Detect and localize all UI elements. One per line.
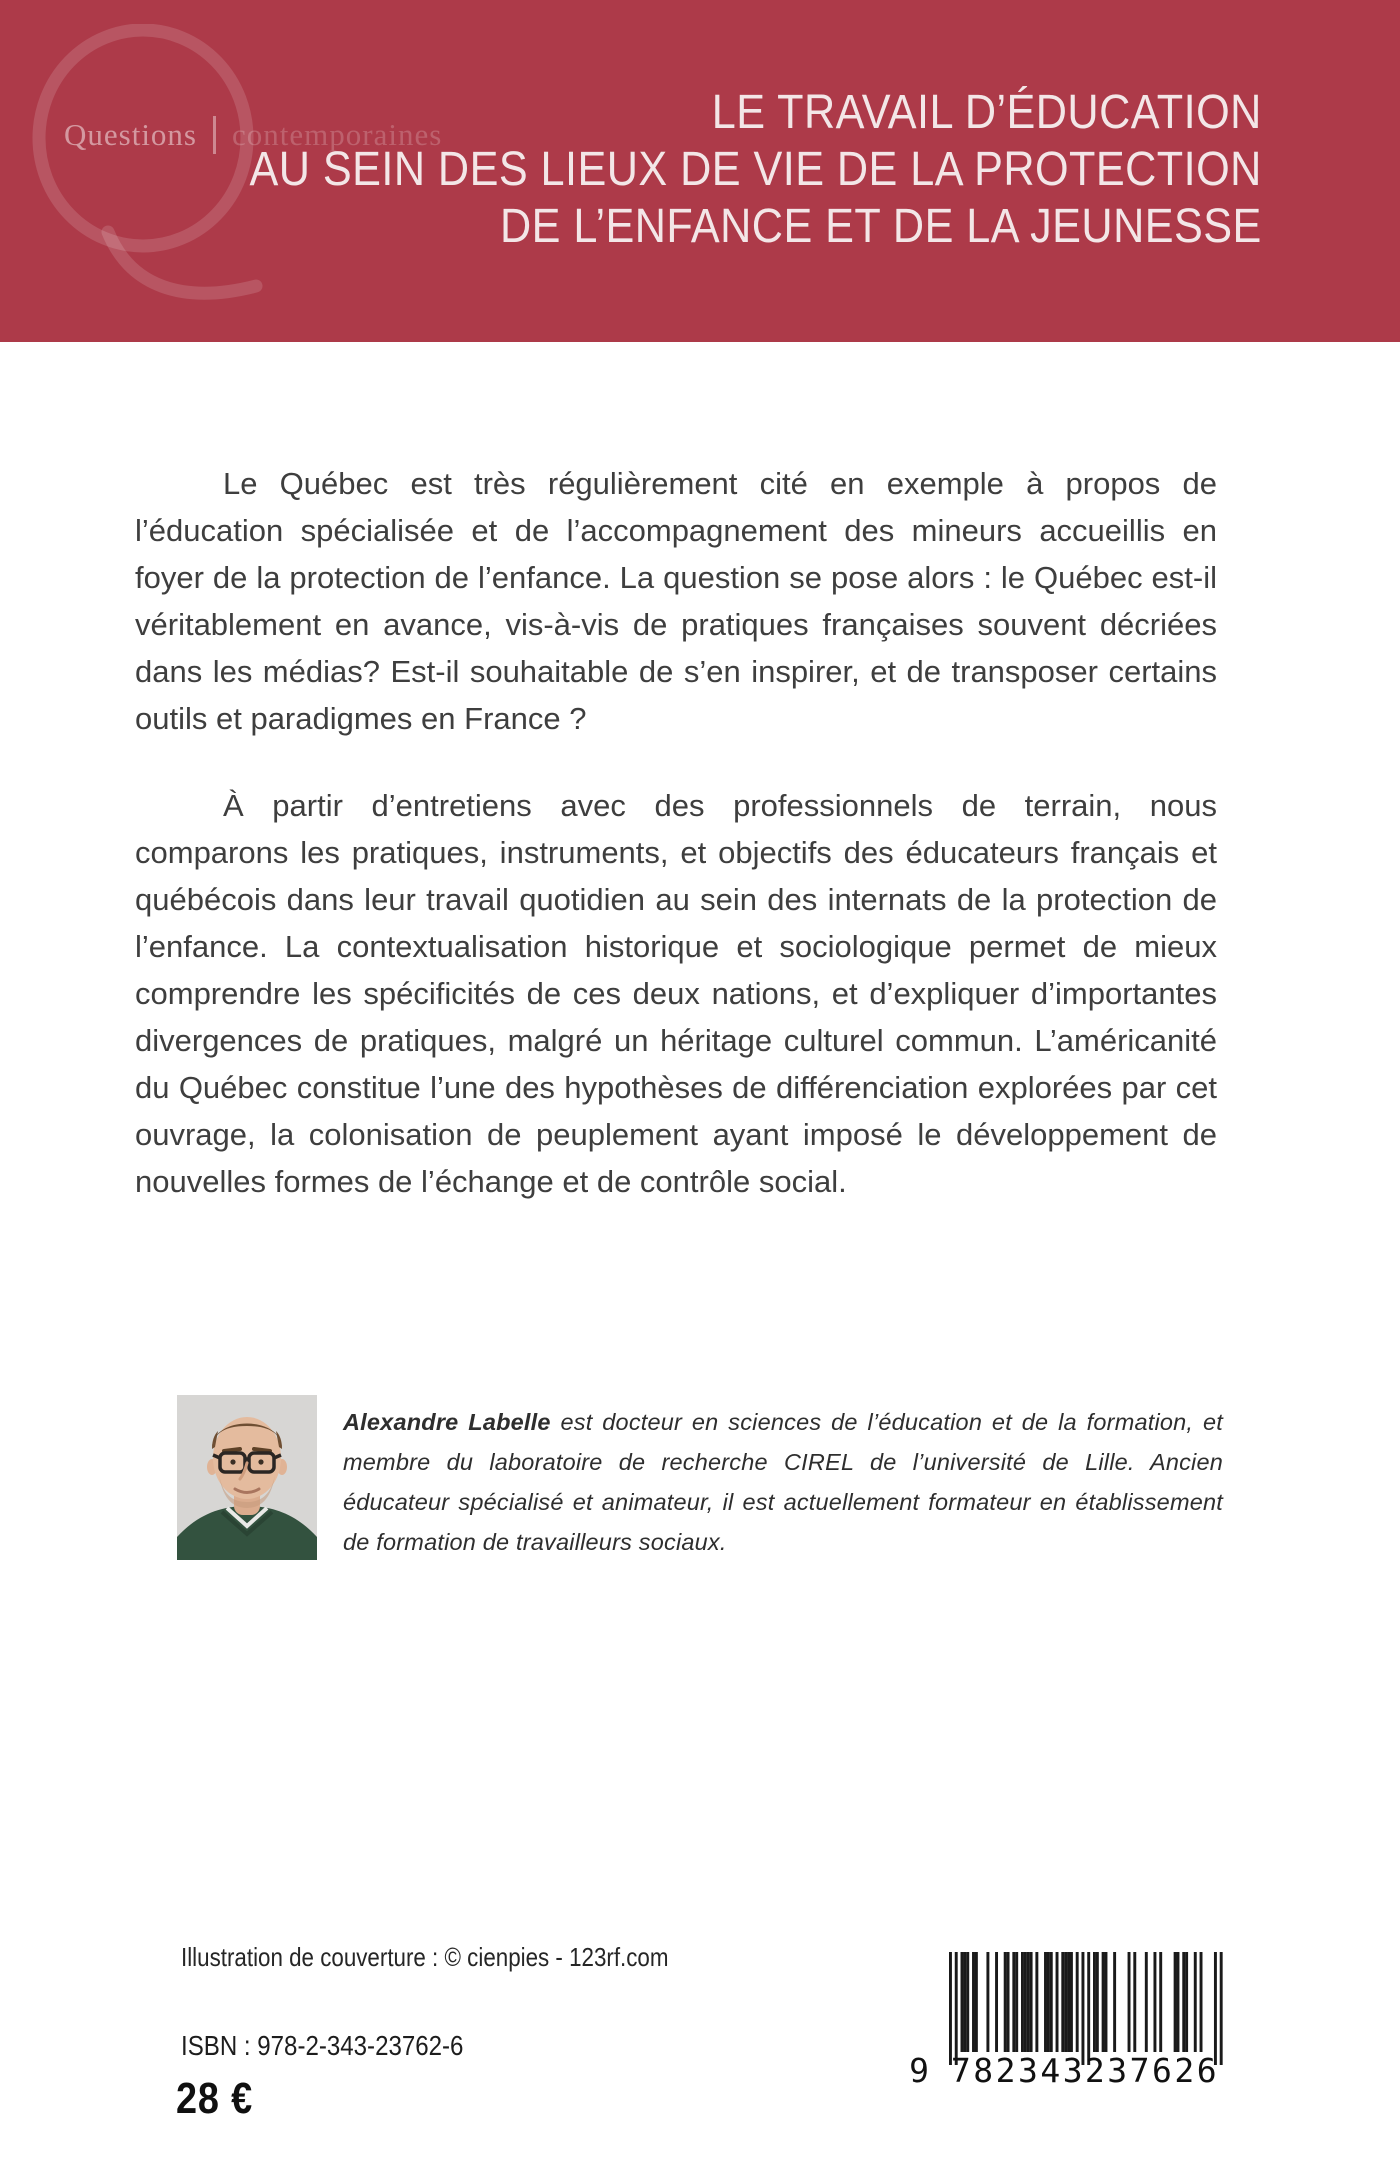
svg-text:9: 9 bbox=[909, 2051, 929, 2086]
synopsis-paragraph-2: À partir d’entretiens avec des professionnels de terrain, nous comparons les pratiques, instruments, et objectifs des éducateurs français et québécois dans leur travail quotidien au sein des internats de la protection de l’enfance. La contextualisation historique et sociologique permet de mieux comprendre les spécificités de ces deux nations, et d’expliquer d’importantes divergences de pratiques, malgré un héritage culturel commun. L’américanité du Québec constitue l’une des hypothèses de différenciation explorées par cet ouvrage, la colonisation de peuplement ayant imposé le développement de nouvelles formes de l’échange et de contrôle social. bbox=[135, 788, 1217, 1199]
author-bio-text: est docteur en sciences de l’éducation et de la formation, et membre du laboratoire de recherche CIREL de l’université de Lille. Ancien éducateur spécialisé et animateur, il est actuellement formateur en établissement de formation de travailleurs sociaux. bbox=[343, 1409, 1223, 1555]
barcode bbox=[905, 1946, 1235, 2086]
svg-text:237626: 237626 bbox=[1084, 2051, 1220, 2086]
book-title bbox=[137, 84, 1262, 255]
author-name: Alexandre Labelle bbox=[343, 1409, 551, 1435]
collection-name-left: Questions bbox=[64, 117, 197, 152]
author-photo bbox=[177, 1395, 317, 1560]
header-band bbox=[0, 0, 1400, 342]
book-title-line-3: DE L’ENFANCE ET DE LA JEUNESSE bbox=[500, 200, 1262, 253]
synopsis bbox=[135, 460, 1217, 1245]
barcode-bars bbox=[949, 1952, 1223, 2065]
collection-name-right: contemporaines bbox=[232, 117, 443, 152]
svg-text:782343: 782343 bbox=[950, 2051, 1086, 2086]
cover-credit: Illustration de couverture : © cienpies - 123rf.com bbox=[181, 1942, 669, 1972]
book-title-line-2: AU SEIN DES LIEUX DE VIE DE LA PROTECTION bbox=[249, 143, 1262, 196]
price: 28 € bbox=[176, 2074, 254, 2123]
barcode-number bbox=[909, 2051, 1219, 2086]
author-bio bbox=[343, 1402, 1223, 1562]
isbn: ISBN : 978-2-343-23762-6 bbox=[181, 2030, 464, 2061]
book-title-line-1: LE TRAVAIL D’ÉDUCATION bbox=[711, 86, 1262, 139]
synopsis-paragraph-1: Le Québec est très régulièrement cité en exemple à propos de l’éducation spécialisée et de l’accompagnement des mineurs accueillis en foyer de la protection de l’enfance. La question se pose alors : le Québec est-il véritablement en avance, vis-à-vis de pratiques françaises souvent décriées dans les médias? Est-il souhaitable de s’en inspirer, et de transposer certains outils et paradigmes en France ? bbox=[135, 466, 1217, 736]
